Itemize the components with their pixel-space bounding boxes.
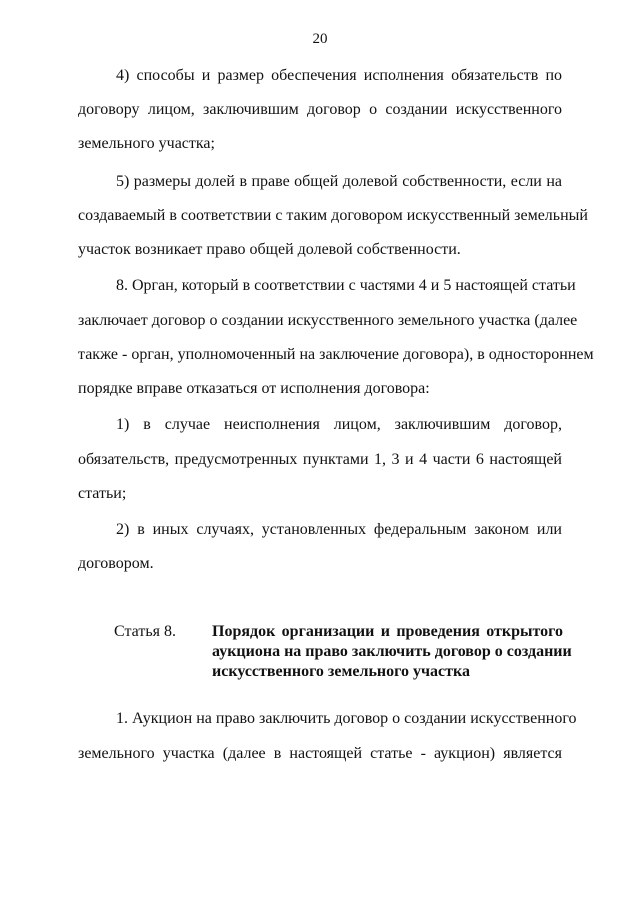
text-line: создаваемый в соответствии с таким договором искусственный земельный <box>78 207 588 224</box>
article-label: Статья 8. <box>114 623 176 640</box>
text-line: 8. Орган, который в соответствии с частями 4 и 5 настоящей статьи <box>116 277 576 294</box>
text-line: договором. <box>78 555 154 572</box>
text-line: 1. Аукцион на право заключить договор о создании искусственного <box>116 710 577 727</box>
text-line: земельного участка (далее в настоящей статье - аукцион) является <box>78 745 562 762</box>
page-number: 20 <box>312 31 328 47</box>
text-line: земельного участка; <box>78 135 215 152</box>
article-title <box>212 622 572 682</box>
text-line: порядке вправе отказаться от исполнения договора: <box>78 380 430 397</box>
text-line: обязательств, предусмотренных пунктами 1, 3 и 4 части 6 настоящей <box>78 451 562 468</box>
text-line: 2) в иных случаях, установленных федеральным законом или <box>116 521 562 538</box>
text-line: статьи; <box>78 485 127 502</box>
text-line: 4) способы и размер обеспечения исполнения обязательств по <box>116 67 562 84</box>
text-line: 5) размеры долей в праве общей долевой собственности, если на <box>116 173 562 190</box>
article-title-line: искусственного земельного участка <box>212 663 470 680</box>
text-line: также - орган, уполномоченный на заключение договора), в одностороннем <box>78 346 594 363</box>
text-line: договору лицом, заключившим договор о создании искусственного <box>78 101 562 118</box>
text-line: 1) в случае неисполнения лицом, заключившим договор, <box>116 416 562 433</box>
text-line: заключает договор о создании искусственного земельного участка (далее <box>78 312 578 329</box>
text-line: участок возникает право общей долевой собственности. <box>78 241 461 258</box>
article-title-line: Порядок организации и проведения открытого <box>212 623 563 640</box>
article-title-line: аукциона на право заключить договор о создании <box>212 643 572 660</box>
